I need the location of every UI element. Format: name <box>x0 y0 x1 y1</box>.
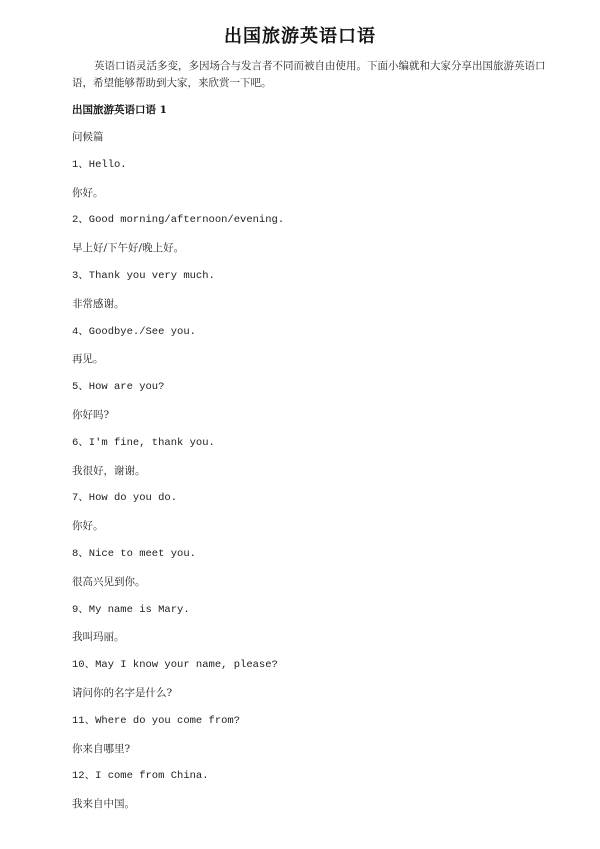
chinese-translation: 请问你的名字是什么? <box>72 686 173 699</box>
chinese-translation: 早上好/下午好/晚上好。 <box>72 242 185 255</box>
chinese-translation: 你好吗? <box>72 408 110 421</box>
phrase-list <box>72 124 552 819</box>
english-phrase: 1、Hello. <box>72 158 127 171</box>
category-label: 问候篇 <box>72 131 104 143</box>
english-phrase: 4、Goodbye./See you. <box>72 325 196 338</box>
english-phrase: 3、Thank you very much. <box>72 269 215 282</box>
chinese-translation: 你好。 <box>72 186 104 199</box>
english-phrase: 11、Where do you come from? <box>72 714 241 727</box>
document-title: 出国旅游英语口语 <box>224 26 376 47</box>
english-phrase: 7、How do you do. <box>72 492 178 505</box>
chinese-translation: 非常感谢。 <box>72 297 125 310</box>
english-phrase: 2、Good morning/afternoon/evening. <box>72 214 285 227</box>
english-phrase: 8、Nice to meet you. <box>72 547 196 560</box>
chinese-translation: 我叫玛丽。 <box>72 631 125 644</box>
chinese-translation: 很高兴见到你。 <box>72 575 146 588</box>
chinese-translation: 我来自中国。 <box>72 798 135 811</box>
section-heading: 出国旅游英语口语 1 <box>72 104 167 116</box>
chinese-translation: 你好。 <box>72 520 104 533</box>
english-phrase: 10、May I know your name, please? <box>72 659 278 672</box>
english-phrase: 6、I'm fine, thank you. <box>72 436 215 449</box>
intro-paragraph: 英语口语灵活多变，多因场合与发言者不同而被自由使用。下面小编就和大家分享出国旅游英语口语，希望能够帮助到大家，来欣赏一下吧。 <box>72 60 546 89</box>
english-phrase: 9、My name is Mary. <box>72 603 190 616</box>
english-phrase: 5、How are you? <box>72 381 165 394</box>
english-phrase: 12、I come from China. <box>72 770 209 783</box>
chinese-translation: 我很好，谢谢。 <box>72 464 146 477</box>
chinese-translation: 你来自哪里? <box>72 742 131 755</box>
chinese-translation: 再见。 <box>72 353 104 366</box>
